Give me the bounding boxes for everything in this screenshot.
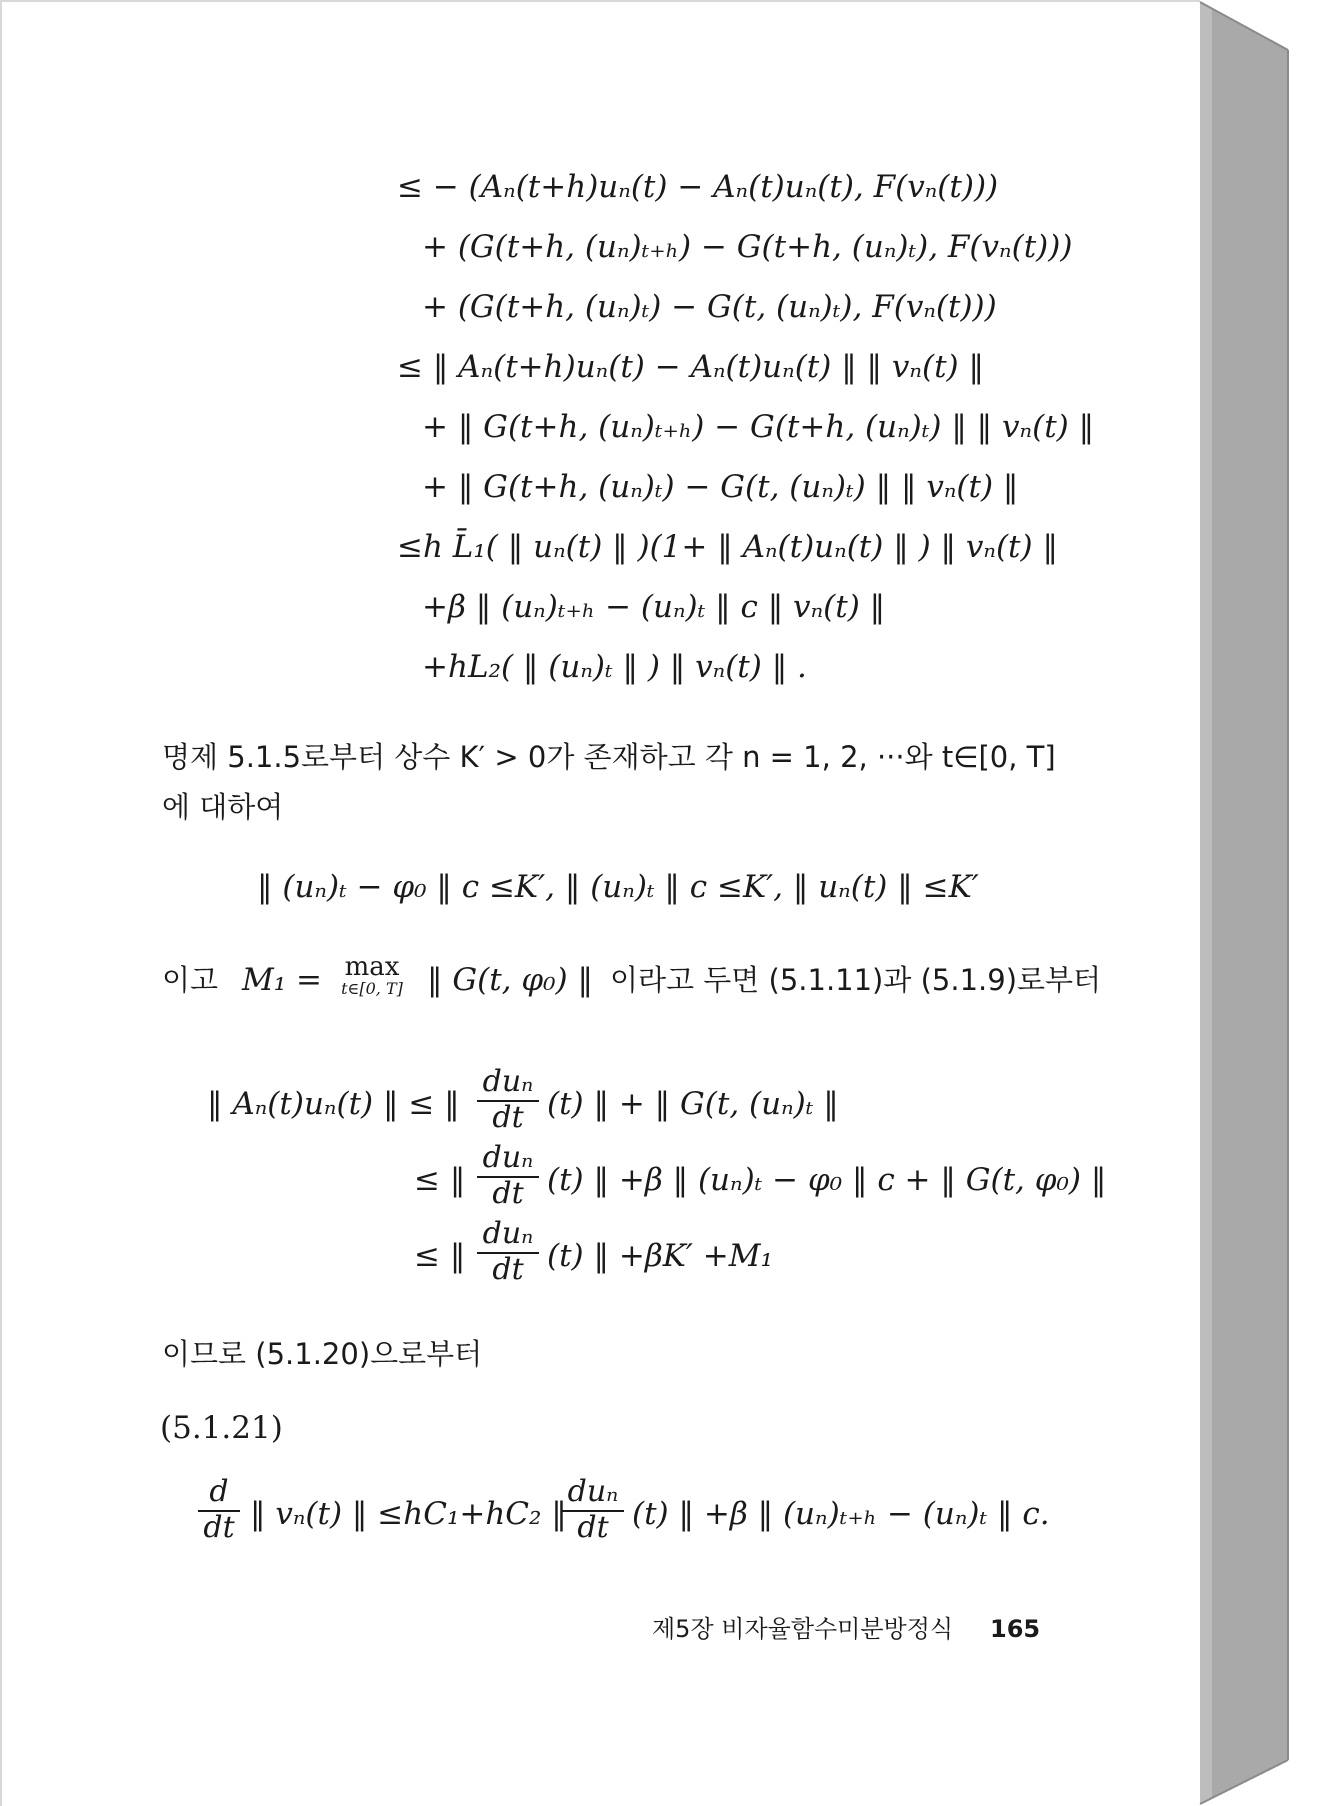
math-line: ≤ − (Aₙ(t+h)uₙ(t) − Aₙ(t)uₙ(t), F(vₙ(t))) <box>397 169 999 205</box>
paragraph-line: 에 대하여 <box>162 790 284 824</box>
math-line: +hL₂( ‖ (uₙ)ₜ ‖ ) ‖ vₙ(t) ‖ . <box>422 649 807 685</box>
fraction-numerator: duₙ <box>477 1218 539 1254</box>
paragraph-text: 이고 <box>162 963 219 997</box>
fraction-denominator: dt <box>492 1252 524 1287</box>
paragraph-text: 이라고 두면 (5.1.11)과 (5.1.9)로부터 <box>610 963 1102 997</box>
estimate-line-2-right: (t) ‖ +β ‖ (uₙ)ₜ − φ₀ ‖ ᴄ + ‖ G(t, φ₀) ‖ <box>547 1162 1107 1198</box>
math-line: +β ‖ (uₙ)ₜ₊ₕ − (uₙ)ₜ ‖ ᴄ ‖ vₙ(t) ‖ <box>422 589 886 625</box>
max-word: max <box>344 952 400 982</box>
fraction-denominator: dt <box>492 1100 524 1135</box>
estimate-line-2-left: ≤ ‖ <box>414 1162 466 1198</box>
math-line: + ‖ G(t+h, (uₙ)ₜ) − G(t, (uₙ)ₜ) ‖ ‖ vₙ(t) ‖ <box>422 469 1019 505</box>
fraction-denominator: dt <box>492 1176 524 1211</box>
estimate-line-1-right: (t) ‖ + ‖ G(t, (uₙ)ₜ ‖ <box>547 1086 839 1122</box>
bounds-equation: ‖ (uₙ)ₜ − φ₀ ‖ ᴄ ≤K′, ‖ (uₙ)ₜ ‖ ᴄ ≤K′, ‖ uₙ(t) ‖ ≤K′ <box>257 869 979 905</box>
math-line: + ‖ G(t+h, (uₙ)ₜ₊ₕ) − G(t+h, (uₙ)ₜ) ‖ ‖ vₙ(t) ‖ <box>422 409 1095 445</box>
fraction-numerator: d <box>198 1476 240 1512</box>
page-number: 165 <box>990 1615 1041 1643</box>
paragraph-line: 명제 5.1.5로부터 상수 K′ > 0가 존재하고 각 n = 1, 2, ···와 t∈[0, T] <box>162 740 1056 774</box>
equation-label: (5.1.21) <box>160 1410 283 1446</box>
fraction-numerator: duₙ <box>477 1066 539 1102</box>
footer-chapter: 제5장 비자율함수미분방정식 <box>652 1615 954 1643</box>
math-line: + (G(t+h, (uₙ)ₜ₊ₕ) − G(t+h, (uₙ)ₜ), F(vₙ(t))) <box>422 229 1073 265</box>
m1-symbol: M₁ = <box>242 962 322 998</box>
fraction-numerator: duₙ <box>477 1142 539 1178</box>
fraction-denominator: dt <box>577 1510 609 1545</box>
estimate-line-3-right: (t) ‖ +βK′ +M₁ <box>547 1238 773 1274</box>
estimate-line-3-left: ≤ ‖ <box>414 1238 466 1274</box>
final-equation-part-2: (t) ‖ +β ‖ (uₙ)ₜ₊ₕ − (uₙ)ₜ ‖ ᴄ. <box>632 1496 1050 1532</box>
math-line: + (G(t+h, (uₙ)ₜ) − G(t, (uₙ)ₜ), F(vₙ(t))) <box>422 289 997 325</box>
final-equation-part-1: ‖ vₙ(t) ‖ ≤hC₁+hC₂ ‖ <box>250 1496 567 1532</box>
math-line: ≤ ‖ Aₙ(t+h)uₙ(t) − Aₙ(t)uₙ(t) ‖ ‖ vₙ(t) ‖ <box>397 349 984 385</box>
fraction-denominator: dt <box>203 1510 235 1545</box>
paragraph-text: 이므로 (5.1.20)으로부터 <box>162 1337 483 1371</box>
estimate-line-1-left: ‖ Aₙ(t)uₙ(t) ‖ ≤ ‖ <box>207 1086 460 1122</box>
norm-g-phi: ‖ G(t, φ₀) ‖ <box>427 962 593 998</box>
max-subscript: t∈[0, T] <box>341 979 403 998</box>
fraction-numerator: duₙ <box>562 1476 624 1512</box>
math-line: ≤h L̄₁( ‖ uₙ(t) ‖ )(1+ ‖ Aₙ(t)uₙ(t) ‖ ) ‖ vₙ(t) ‖ <box>397 529 1058 565</box>
